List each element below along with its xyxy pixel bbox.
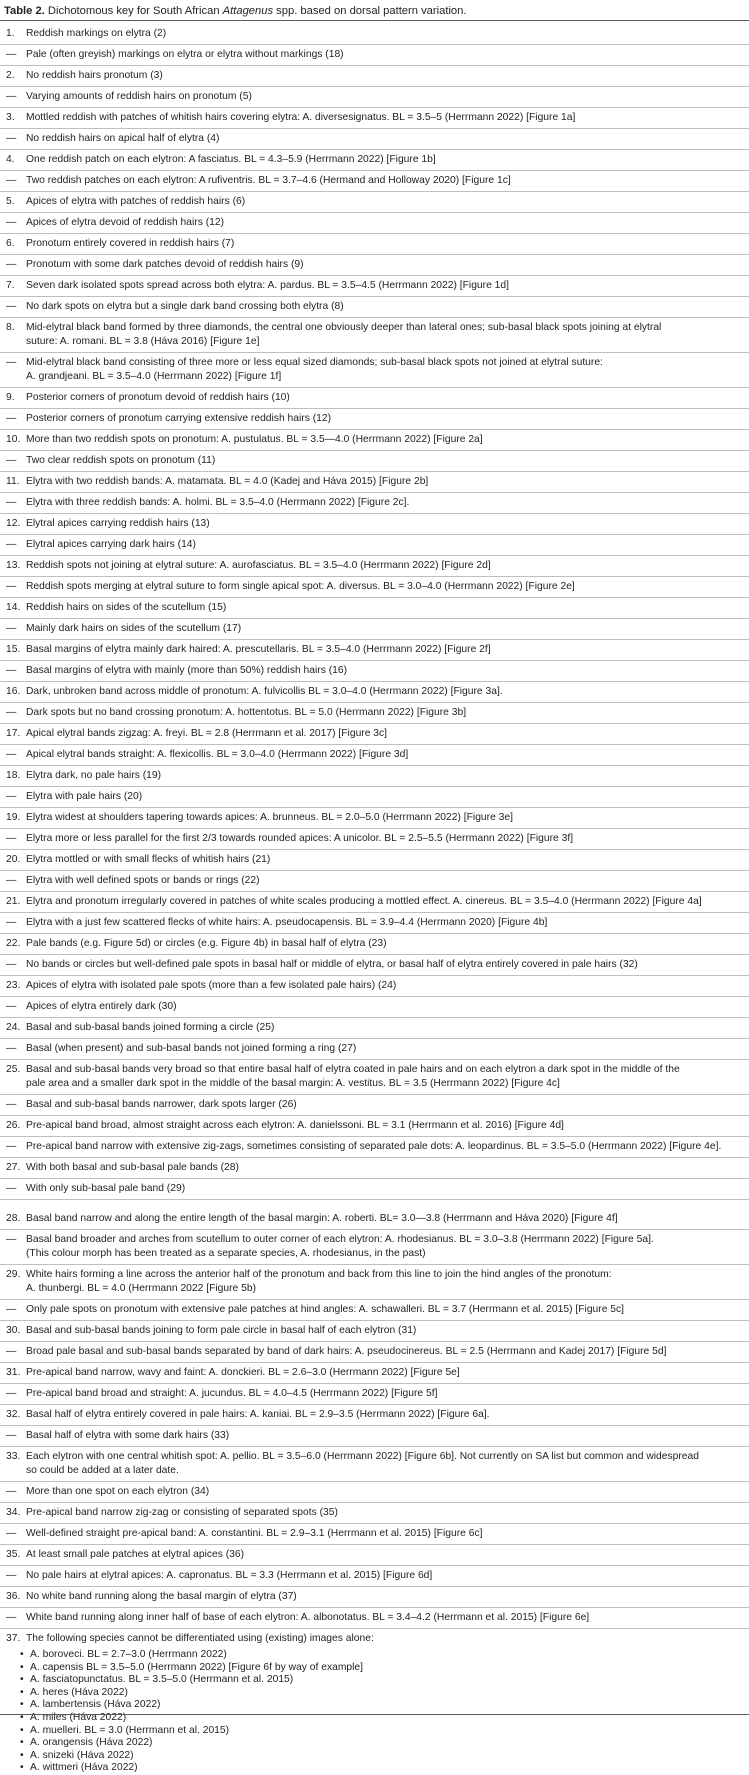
couplet-marker: 22. xyxy=(6,938,21,949)
key-couplet-row xyxy=(0,1321,749,1342)
key-alternative-row xyxy=(0,871,749,892)
couplet-text: Apices of elytra devoid of reddish hairs (12) xyxy=(26,217,225,228)
key-table xyxy=(0,24,749,1775)
couplet-marker: 1. xyxy=(6,28,15,39)
couplet-marker: 36. xyxy=(6,1591,21,1602)
key-alternative-row xyxy=(0,87,749,108)
couplet-text: Basal margins of elytra with mainly (more than 50%) reddish hairs (16) xyxy=(26,665,348,676)
couplet-marker: — xyxy=(6,1304,17,1315)
couplet-marker: 37. xyxy=(6,1633,21,1644)
bottom-rule xyxy=(0,1714,749,1715)
couplet-marker: — xyxy=(6,49,17,60)
couplet-text: Elytra with pale hairs (20) xyxy=(26,791,143,802)
couplet-marker: — xyxy=(6,1043,17,1054)
couplet-marker: — xyxy=(6,665,17,676)
key-alternative-row xyxy=(0,619,749,640)
key-alternative-row xyxy=(0,1230,749,1265)
couplet-marker: 5. xyxy=(6,196,15,207)
couplet-text: Broad pale basal and sub-basal bands separated by band of dark hairs: A. pseudocinereus. BL = 2.5 (Herrmann and Kadej 2017) [Figure 5d] xyxy=(26,1346,667,1357)
couplet-text: Only pale spots on pronotum with extensive pale patches at hind angles: A. schawalleri. BL = 3.7 (Herrmann et al. 2015) [Figure 5c] xyxy=(26,1304,625,1315)
couplet-text: Apices of elytra with isolated pale spots (more than a few isolated pale hairs) (24) xyxy=(26,980,397,991)
couplet-text: Pale (often greyish) markings on elytra or elytra without markings (18) xyxy=(26,49,344,60)
species-list-item xyxy=(20,1674,749,1687)
species-entry: A. heres (Háva 2022) xyxy=(30,1686,128,1698)
couplet-marker: 33. xyxy=(6,1451,21,1462)
couplet-text: Pre-apical band narrow, wavy and faint: A. donckieri. BL = 2.6–3.0 (Herrmann 2022) [Figure 5e] xyxy=(26,1367,460,1378)
couplet-marker: — xyxy=(6,623,17,634)
key-couplet-row xyxy=(0,1018,749,1039)
couplet-text: No bands or circles but well-defined pale spots in basal half or middle of elytra, or basal half of elytra entirely covered in pale hairs (32) xyxy=(26,959,638,970)
couplet-marker: — xyxy=(6,917,17,928)
key-alternative-row xyxy=(0,1095,749,1116)
couplet-marker: 29. xyxy=(6,1269,21,1280)
key-couplet-row xyxy=(0,108,749,129)
couplet-marker: — xyxy=(6,1486,17,1497)
couplet-text: Apical elytral bands zigzag: A. freyi. BL = 2.8 (Herrmann et al. 2017) [Figure 3c] xyxy=(26,728,388,739)
couplet-marker: 14. xyxy=(6,602,21,613)
couplet-text: Basal and sub-basal bands joined forming a circle (25) xyxy=(26,1022,275,1033)
couplet-marker: 11. xyxy=(6,476,20,487)
couplet-text: Elytra more or less parallel for the first 2/3 towards rounded apices: A unicolor. BL = 2.5–5.5 (Herrmann 2022) [Figure 3f] xyxy=(26,833,574,844)
couplet-text: Reddish spots not joining at elytral suture: A. aurofasciatus. BL = 3.5–4.0 (Herrmann 2022) [Figure 2d] xyxy=(26,560,491,571)
key-couplet-row xyxy=(0,514,749,535)
couplet-marker: — xyxy=(6,91,17,102)
couplet-marker: 30. xyxy=(6,1325,21,1336)
couplet-marker: 25. xyxy=(6,1064,21,1075)
key-alternative-row xyxy=(0,661,749,682)
couplet-text: Each elytron with one central whitish spot: A. pellio. BL = 3.5–6.0 (Herrmann 2022) [Figure 6b]. Not currently on SA list but common and widespread so could be added at a later date. xyxy=(26,1451,699,1476)
key-alternative-row xyxy=(0,535,749,556)
key-alternative-row xyxy=(0,1608,749,1629)
key-alternative-row xyxy=(0,955,749,976)
key-alternative-row xyxy=(0,129,749,150)
couplet-marker: — xyxy=(6,1234,17,1245)
table-caption xyxy=(4,4,466,18)
caption-text: Dichotomous key for South African xyxy=(44,5,223,17)
couplet-text: Basal band broader and arches from scutellum to outer corner of each elytron: A. rhodesianus. BL = 3.0–3.8 (Herrmann 2022) [Figure 5a]. (This colour morph has been treated as a separate species, A. rhodesianus, in the past) xyxy=(26,1234,654,1259)
key-alternative-row xyxy=(0,1426,749,1447)
couplet-marker: — xyxy=(6,1001,17,1012)
key-couplet-row xyxy=(0,1503,749,1524)
couplet-marker: — xyxy=(6,1388,17,1399)
key-couplet-row xyxy=(0,318,749,353)
top-rule xyxy=(0,20,749,21)
key-couplet-row xyxy=(0,1116,749,1137)
couplet-marker: — xyxy=(6,497,17,508)
couplet-text: Dark, unbroken band across middle of pronotum: A. fulvicollis BL = 3.0–4.0 (Herrmann 2022) [Figure 3a]. xyxy=(26,686,503,697)
bullet-icon: • xyxy=(20,1762,24,1774)
couplet-text: Basal (when present) and sub-basal bands not joined forming a ring (27) xyxy=(26,1043,357,1054)
couplet-marker: — xyxy=(6,1528,17,1539)
couplet-text: Basal half of elytra entirely covered in pale hairs: A. kaniai. BL = 2.9–3.5 (Herrmann 2022) [Figure 6a]. xyxy=(26,1409,490,1420)
couplet-marker: — xyxy=(6,1141,17,1152)
couplet-text: Elytra with a just few scattered flecks of white hairs: A. pseudocapensis. BL = 3.9–4.4 (Herrmann 2020) [Figure 4b] xyxy=(26,917,548,928)
key-couplet-row xyxy=(0,1363,749,1384)
key-couplet-row xyxy=(0,640,749,661)
key-alternative-row xyxy=(0,297,749,318)
couplet-marker: 12. xyxy=(6,518,21,529)
couplet-marker: — xyxy=(6,1612,17,1623)
species-list-item xyxy=(20,1725,749,1738)
couplet-marker: 15. xyxy=(6,644,21,655)
species-list-item xyxy=(20,1649,749,1662)
couplet-marker: 10. xyxy=(6,434,21,445)
couplet-text: Reddish markings on elytra (2) xyxy=(26,28,167,39)
bullet-icon: • xyxy=(20,1661,24,1673)
key-alternative-row xyxy=(0,171,749,192)
key-couplet-row xyxy=(0,1545,749,1566)
species-entry: A. boroveci. BL = 2.7–3.0 (Herrmann 2022) xyxy=(30,1649,227,1660)
couplet-marker: 23. xyxy=(6,980,21,991)
couplet-marker: — xyxy=(6,707,17,718)
key-couplet-row xyxy=(0,192,749,213)
couplet-text: Posterior corners of pronotum devoid of reddish hairs (10) xyxy=(26,392,290,403)
couplet-marker: — xyxy=(6,875,17,886)
couplet-marker: — xyxy=(6,749,17,760)
couplet-text: No pale hairs at elytral apices: A. capronatus. BL = 3.3 (Herrmann et al. 2015) [Figure 6d] xyxy=(26,1570,433,1581)
bullet-icon: • xyxy=(20,1674,24,1686)
couplet-text: With both basal and sub-basal pale bands (28) xyxy=(26,1162,239,1173)
couplet-text: Pre-apical band broad, almost straight across each elytron: A. danielssoni. BL = 3.1 (Herrmann et al. 2016) [Figure 4d] xyxy=(26,1120,564,1131)
bullet-icon: • xyxy=(20,1724,24,1736)
couplet-text: No reddish hairs pronotum (3) xyxy=(26,70,163,81)
couplet-marker: — xyxy=(6,1430,17,1441)
couplet-text: Elytra dark, no pale hairs (19) xyxy=(26,770,162,781)
couplet-marker: 34. xyxy=(6,1507,21,1518)
couplet-text: Basal and sub-basal bands joining to form pale circle in basal half of each elytron (31) xyxy=(26,1325,417,1336)
couplet-text: Basal band narrow and along the entire length of the basal margin: A. roberti. BL= 3.0—3.8 (Herrmann and Háva 2020) [Figure 4f] xyxy=(26,1213,618,1224)
couplet-text: With only sub-basal pale band (29) xyxy=(26,1183,186,1194)
couplet-marker: 20. xyxy=(6,854,21,865)
species-entry: A. fasciatopunctatus. BL = 3.5–5.0 (Herrmann et al. 2015) xyxy=(30,1674,294,1686)
couplet-text: Well-defined straight pre-apical band: A. constantini. BL = 2.9–3.1 (Herrmann et al. 2015) [Figure 6c] xyxy=(26,1528,483,1539)
couplet-marker: 32. xyxy=(6,1409,21,1420)
species-entry: A. lambertensis (Háva 2022) xyxy=(30,1699,161,1711)
key-couplet-row xyxy=(0,1629,749,1649)
key-alternative-row xyxy=(0,1179,749,1200)
couplet-text: Pale bands (e.g. Figure 5d) or circles (e.g. Figure 4b) in basal half of elytra (23) xyxy=(26,938,387,949)
couplet-marker: — xyxy=(6,833,17,844)
couplet-text: Elytral apices carrying dark hairs (14) xyxy=(26,539,196,550)
key-alternative-row xyxy=(0,703,749,724)
key-alternative-row xyxy=(0,745,749,766)
couplet-marker: — xyxy=(6,259,17,270)
couplet-marker: 2. xyxy=(6,70,15,81)
couplet-marker: — xyxy=(6,1099,17,1110)
table-label: Table 2. xyxy=(4,5,45,17)
key-alternative-row xyxy=(0,1342,749,1363)
key-couplet-row xyxy=(0,234,749,255)
couplet-marker: 16. xyxy=(6,686,21,697)
key-couplet-row xyxy=(0,430,749,451)
key-couplet-row xyxy=(0,724,749,745)
couplet-text: No white band running along the basal margin of elytra (37) xyxy=(26,1591,297,1602)
couplet-marker: — xyxy=(6,133,17,144)
couplet-marker: 19. xyxy=(6,812,21,823)
key-alternative-row xyxy=(0,1524,749,1545)
couplet-marker: — xyxy=(6,791,17,802)
key-couplet-row xyxy=(0,472,749,493)
couplet-marker: — xyxy=(6,581,17,592)
bullet-icon: • xyxy=(20,1686,24,1698)
couplet-text: Elytra with well defined spots or bands or rings (22) xyxy=(26,875,260,886)
couplet-marker: 13. xyxy=(6,560,21,571)
key-couplet-row xyxy=(0,892,749,913)
couplet-text: Apices of elytra entirely dark (30) xyxy=(26,1001,177,1012)
couplet-marker: 7. xyxy=(6,280,15,291)
key-couplet-row xyxy=(0,1447,749,1482)
species-list-item xyxy=(20,1699,749,1712)
species-entry: A. snizeki (Háva 2022) xyxy=(30,1749,134,1761)
couplet-marker: 27. xyxy=(6,1162,21,1173)
couplet-text: More than two reddish spots on pronotum: A. pustulatus. BL = 3.5—4.0 (Herrmann 2022) [Figure 2a] xyxy=(26,434,483,445)
couplet-marker: 28. xyxy=(6,1213,21,1224)
key-couplet-row xyxy=(0,24,749,45)
couplet-text: Seven dark isolated spots spread across both elytra: A. pardus. BL = 3.5–4.5 (Herrmann 2022) [Figure 1d] xyxy=(26,280,509,291)
couplet-text: Elytral apices carrying reddish hairs (13) xyxy=(26,518,210,529)
couplet-text: Two reddish patches on each elytron: A rufiventris. BL = 3.7–4.6 (Hermand and Holloway 2020) [Figure 1c] xyxy=(26,175,511,186)
couplet-marker: 4. xyxy=(6,154,15,165)
couplet-marker: 3. xyxy=(6,112,15,123)
species-list-item xyxy=(20,1737,749,1750)
couplet-marker: 26. xyxy=(6,1120,21,1131)
couplet-marker: — xyxy=(6,413,17,424)
couplet-text: Posterior corners of pronotum carrying extensive reddish hairs (12) xyxy=(26,413,332,424)
couplet-text: Pronotum with some dark patches devoid of reddish hairs (9) xyxy=(26,259,304,270)
couplet-marker: — xyxy=(6,1183,17,1194)
species-entry: A. muelleri. BL = 3.0 (Herrmann et al. 2015) xyxy=(30,1724,230,1736)
couplet-text: The following species cannot be differentiated using (existing) images alone: xyxy=(26,1633,374,1644)
couplet-text: Reddish spots merging at elytral suture to form single apical spot: A. diversus. BL = 3.0–4.0 (Herrmann 2022) [Figure 2e] xyxy=(26,581,575,592)
key-couplet-row xyxy=(0,934,749,955)
couplet-text: Elytra with three reddish bands: A. holmi. BL = 3.5–4.0 (Herrmann 2022) [Figure 2c]. xyxy=(26,497,410,508)
couplet-text: Pre-apical band narrow with extensive zig-zags, sometimes consisting of separated pale dots: A. leopardinus. BL = 3.5–5.0 (Herrmann 2022) [Figure 4e]. xyxy=(26,1141,722,1152)
key-couplet-row xyxy=(0,1405,749,1426)
couplet-text: Mainly dark hairs on sides of the scutellum (17) xyxy=(26,623,242,634)
species-entry: A. miles (Háva 2022) xyxy=(30,1711,127,1723)
key-alternative-row xyxy=(0,1384,749,1405)
couplet-text: Basal and sub-basal bands narrower, dark spots larger (26) xyxy=(26,1099,297,1110)
caption-genus: Attagenus xyxy=(222,5,274,17)
key-alternative-row xyxy=(0,353,749,388)
couplet-text: No dark spots on elytra but a single dark band crossing both elytra (8) xyxy=(26,301,344,312)
species-list-item xyxy=(20,1687,749,1700)
couplet-marker: — xyxy=(6,175,17,186)
couplet-text: Basal and sub-basal bands very broad so that entire basal half of elytra coated in pale hairs and on each elytron a dark spot in the middle of the pale area and a smaller dark spot in the middle of the basal margin: A. vestitus. BL = 3.5 (Herrmann 2022) [Figure 4c] xyxy=(26,1064,680,1089)
couplet-text: No reddish hairs on apical half of elytra (4) xyxy=(26,133,220,144)
couplet-text: Pre-apical band narrow zig-zag or consisting of separated spots (35) xyxy=(26,1507,338,1518)
couplet-text: More than one spot on each elytron (34) xyxy=(26,1486,210,1497)
key-couplet-row xyxy=(0,1265,749,1300)
couplet-text: Basal half of elytra with some dark hairs (33) xyxy=(26,1430,230,1441)
couplet-marker: 24. xyxy=(6,1022,21,1033)
key-couplet-row xyxy=(0,976,749,997)
couplet-text: Varying amounts of reddish hairs on pronotum (5) xyxy=(26,91,252,102)
bullet-icon: • xyxy=(20,1711,24,1723)
couplet-text: White band running along inner half of base of each elytron: A. albonotatus. BL = 3.4–4.2 (Herrmann et al. 2015) [Figure 6e] xyxy=(26,1612,590,1623)
key-alternative-row xyxy=(0,493,749,514)
couplet-marker: — xyxy=(6,1570,17,1581)
key-couplet-row xyxy=(0,682,749,703)
couplet-text: One reddish patch on each elytron: A fasciatus. BL = 4.3–5.9 (Herrmann 2022) [Figure 1b] xyxy=(26,154,436,165)
couplet-marker: — xyxy=(6,455,17,466)
key-couplet-row xyxy=(0,850,749,871)
key-couplet-row xyxy=(0,1158,749,1179)
couplet-text: Basal margins of elytra mainly dark haired: A. prescutellaris. BL = 3.5–4.0 (Herrmann 2022) [Figure 2f] xyxy=(26,644,491,655)
couplet-text: Reddish hairs on sides of the scutellum (15) xyxy=(26,602,227,613)
key-alternative-row xyxy=(0,1482,749,1503)
key-alternative-row xyxy=(0,829,749,850)
key-alternative-row xyxy=(0,1039,749,1060)
couplet-marker: — xyxy=(6,539,17,550)
key-alternative-row xyxy=(0,451,749,472)
species-list-item xyxy=(20,1662,749,1675)
key-alternative-row xyxy=(0,913,749,934)
couplet-text: Dark spots but no band crossing pronotum: A. hottentotus. BL = 5.0 (Herrmann 2022) [Figure 3b] xyxy=(26,707,467,718)
couplet-text: Pre-apical band broad and straight: A. jucundus. BL = 4.0–4.5 (Herrmann 2022) [Figure 5f] xyxy=(26,1388,438,1399)
key-couplet-row xyxy=(0,556,749,577)
key-couplet-row xyxy=(0,598,749,619)
key-couplet-row xyxy=(0,276,749,297)
couplet-text: Apices of elytra with patches of reddish hairs (6) xyxy=(26,196,246,207)
bullet-icon: • xyxy=(20,1649,24,1660)
key-couplet-row xyxy=(0,1209,749,1230)
species-list-item xyxy=(20,1762,749,1775)
key-alternative-row xyxy=(0,577,749,598)
couplet-marker: 6. xyxy=(6,238,15,249)
species-list-item xyxy=(20,1750,749,1763)
couplet-marker: — xyxy=(6,1346,17,1357)
couplet-marker: 8. xyxy=(6,322,15,333)
couplet-text: Pronotum entirely covered in reddish hairs (7) xyxy=(26,238,235,249)
key-couplet-row xyxy=(0,388,749,409)
key-alternative-row xyxy=(0,997,749,1018)
key-alternative-row xyxy=(0,255,749,276)
key-couplet-row xyxy=(0,150,749,171)
species-entry: A. capensis BL = 3.5–5.0 (Herrmann 2022) [Figure 6f by way of example] xyxy=(30,1661,364,1673)
bullet-icon: • xyxy=(20,1749,24,1761)
couplet-text: Mottled reddish with patches of whitish hairs covering elytra: A. diversesignatus. BL = 3.5–5 (Herrmann 2022) [Figure 1a] xyxy=(26,112,576,123)
couplet-text: White hairs forming a line across the anterior half of the pronotum and back from this line to join the hind angles of the pronotum: A. thunbergi. BL = 4.0 (Herrmann 2022 [Figure 5b) xyxy=(26,1269,612,1294)
key-alternative-row xyxy=(0,1137,749,1158)
couplet-text: Elytra widest at shoulders tapering towards apices: A. brunneus. BL = 2.0–5.0 (Herrmann 2022) [Figure 3e] xyxy=(26,812,513,823)
key-couplet-row xyxy=(0,1587,749,1608)
key-couplet-row xyxy=(0,1060,749,1095)
couplet-marker: — xyxy=(6,301,17,312)
couplet-marker: — xyxy=(6,357,17,368)
species-entry: A. wittmeri (Háva 2022) xyxy=(30,1762,138,1774)
couplet-text: Elytra with two reddish bands: A. matamata. BL = 4.0 (Kadej and Háva 2015) [Figure 2b] xyxy=(26,476,429,487)
couplet-text: Elytra and pronotum irregularly covered in patches of white scales producing a mottled effect. A. cinereus. BL = 3.5–4.0 (Herrmann 2022) [Figure 4a] xyxy=(26,896,702,907)
couplet-text: Two clear reddish spots on pronotum (11) xyxy=(26,455,216,466)
couplet-marker: — xyxy=(6,217,17,228)
couplet-text: Mid-elytral black band formed by three diamonds, the central one obviously deeper than lateral ones; sub-basal black spots joining at elytral suture: A. romani. BL = 3.8 (Háva 2016) [Figure 1e] xyxy=(26,322,662,347)
couplet-text: At least small pale patches at elytral apices (36) xyxy=(26,1549,245,1560)
species-entry: A. orangensis (Háva 2022) xyxy=(30,1737,153,1749)
couplet-marker: — xyxy=(6,959,17,970)
bullet-icon: • xyxy=(20,1737,24,1749)
couplet-marker: 18. xyxy=(6,770,21,781)
couplet-marker: 21. xyxy=(6,896,21,907)
key-alternative-row xyxy=(0,213,749,234)
undifferentiated-species-list xyxy=(0,1649,749,1775)
key-couplet-row xyxy=(0,808,749,829)
key-couplet-row xyxy=(0,766,749,787)
couplet-marker: 17. xyxy=(6,728,21,739)
key-alternative-row xyxy=(0,787,749,808)
bullet-icon: • xyxy=(20,1699,24,1711)
caption-text-end: spp. based on dorsal pattern variation. xyxy=(273,5,467,17)
couplet-marker: 9. xyxy=(6,392,15,403)
key-alternative-row xyxy=(0,409,749,430)
key-alternative-row xyxy=(0,1566,749,1587)
couplet-text: Mid-elytral black band consisting of three more or less equal sized diamonds; sub-basal black spots not joined at elytral suture: A. grandjeani. BL = 3.5–4.0 (Herrmann 2022) [Figure 1f] xyxy=(26,357,603,382)
couplet-marker: 31. xyxy=(6,1367,21,1378)
key-alternative-row xyxy=(0,45,749,66)
key-alternative-row xyxy=(0,1300,749,1321)
key-couplet-row xyxy=(0,66,749,87)
couplet-text: Elytra mottled or with small flecks of whitish hairs (21) xyxy=(26,854,271,865)
couplet-text: Apical elytral bands straight: A. flexicollis. BL = 3.0–4.0 (Herrmann 2022) [Figure 3d] xyxy=(26,749,409,760)
couplet-marker: 35. xyxy=(6,1549,21,1560)
